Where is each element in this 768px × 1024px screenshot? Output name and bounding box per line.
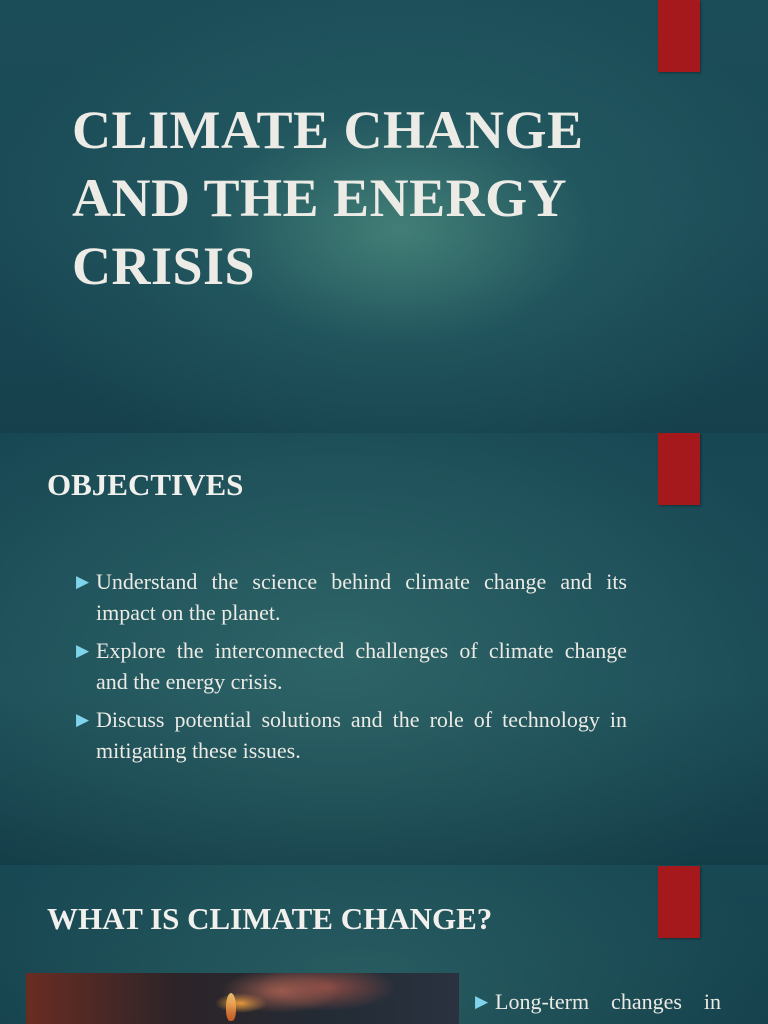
list-item <box>76 704 627 766</box>
title-line: AND THE ENERGY <box>72 168 568 228</box>
list-item <box>76 566 627 628</box>
bullet-text: Discuss potential solutions and the role of technology in mitigating these issues. <box>96 707 627 763</box>
fire-graphic <box>226 993 236 1021</box>
bullet-text: Long-term changes in <box>495 989 721 1014</box>
accent-tab <box>658 433 700 505</box>
accent-tab <box>658 866 700 938</box>
bullet-text: Explore the interconnected challenges of climate change and the energy crisis. <box>96 638 627 694</box>
slide-heading: WHAT IS CLIMATE CHANGE? <box>47 901 493 936</box>
definition-slide <box>0 865 768 1024</box>
title-line: CLIMATE CHANGE <box>72 100 584 160</box>
triangle-right-icon: ▶ <box>76 641 90 660</box>
bullet-list <box>76 566 627 773</box>
climate-photo <box>26 973 459 1024</box>
presentation-title <box>72 96 632 300</box>
title-line: CRISIS <box>72 236 256 296</box>
triangle-right-icon: ▶ <box>76 710 90 729</box>
triangle-right-icon: ▶ <box>475 992 489 1011</box>
triangle-right-icon: ▶ <box>76 572 90 591</box>
slide-heading: OBJECTIVES <box>47 467 244 502</box>
bullet-text: Understand the science behind climate change and its impact on the planet. <box>96 569 627 625</box>
title-slide <box>0 0 768 433</box>
list-item <box>475 986 721 1017</box>
accent-tab <box>658 0 700 72</box>
list-item <box>76 635 627 697</box>
objectives-slide <box>0 433 768 865</box>
